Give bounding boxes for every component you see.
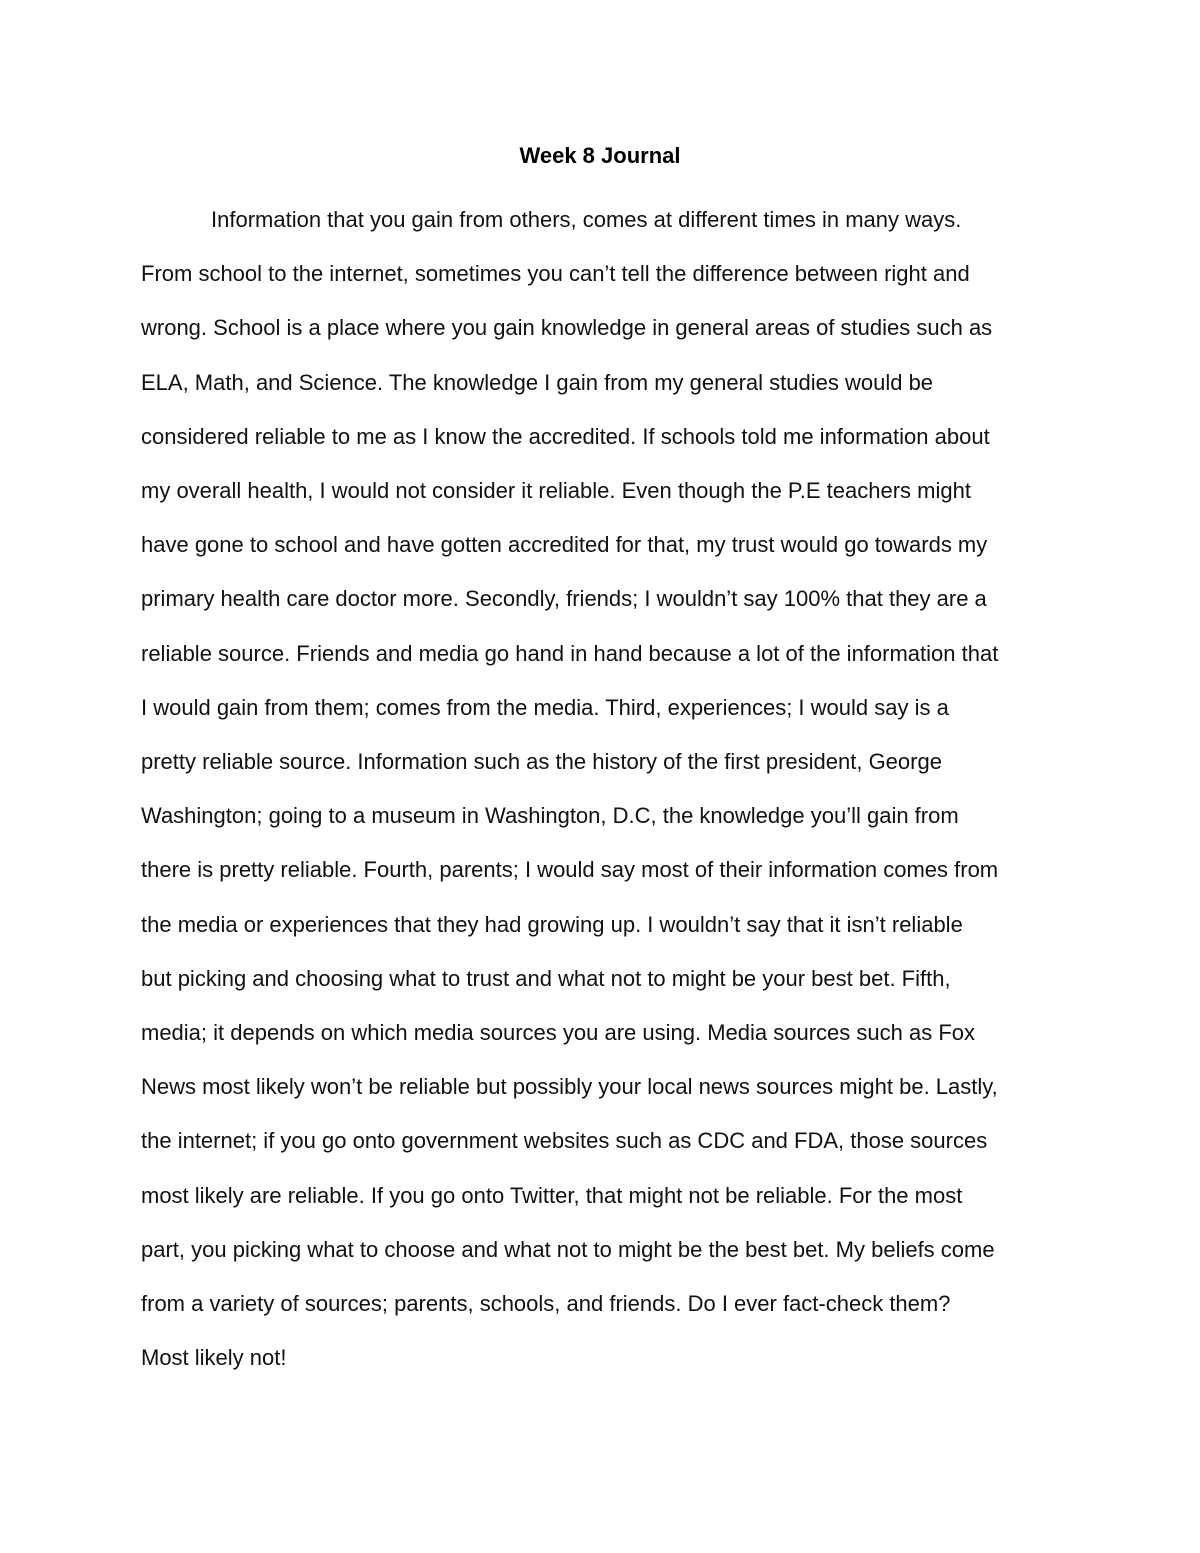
paragraph-line: reliable source. Friends and media go hand in hand because a lot of the information that	[141, 640, 999, 666]
paragraph-line: have gone to school and have gotten accredited for that, my trust would go towards my	[141, 532, 988, 558]
paragraph-line: the media or experiences that they had growing up. I wouldn’t say that it isn’t reliable	[141, 911, 963, 937]
paragraph-line: part, you picking what to choose and what not to might be the best bet. My beliefs come	[141, 1236, 995, 1262]
paragraph-line: News most likely won’t be reliable but possibly your local news sources might be. Lastly,	[141, 1074, 998, 1100]
paragraph-line: pretty reliable source. Information such as the history of the first president, George	[141, 749, 942, 775]
paragraph-line: Most likely not!	[141, 1345, 287, 1371]
paragraph-line: ELA, Math, and Science. The knowledge I gain from my general studies would be	[141, 369, 934, 395]
paragraph-line: From school to the internet, sometimes you can’t tell the difference between right and	[141, 261, 970, 287]
paragraph-line: wrong. School is a place where you gain knowledge in general areas of studies such as	[141, 315, 993, 341]
paragraph-line: from a variety of sources; parents, schools, and friends. Do I ever fact-check them?	[141, 1291, 951, 1317]
paragraph-line: Information that you gain from others, comes at different times in many ways.	[211, 207, 962, 232]
paragraph-line: but picking and choosing what to trust and what not to might be your best bet. Fifth,	[141, 965, 951, 991]
document-title: Week 8 Journal	[519, 143, 681, 168]
paragraph-line: most likely are reliable. If you go onto Twitter, that might not be reliable. For the most	[141, 1182, 963, 1208]
paragraph-line: considered reliable to me as I know the accredited. If schools told me information about	[141, 423, 990, 449]
paragraph-line: Washington; going to a museum in Washington, D.C, the knowledge you’ll gain from	[141, 803, 959, 829]
paragraph-line: I would gain from them; comes from the media. Third, experiences; I would say is a	[141, 694, 949, 720]
paragraph-line: media; it depends on which media sources you are using. Media sources such as Fox	[141, 1020, 975, 1046]
paragraph-line: the internet; if you go onto government websites such as CDC and FDA, those sources	[141, 1128, 988, 1154]
paragraph-line: primary health care doctor more. Secondly, friends; I wouldn’t say 100% that they are a	[141, 586, 987, 612]
paragraph-line: my overall health, I would not consider it reliable. Even though the P.E teachers might	[141, 478, 971, 504]
journal-paragraph	[141, 193, 1071, 1385]
paragraph-line: there is pretty reliable. Fourth, parents; I would say most of their information comes from	[141, 857, 999, 883]
